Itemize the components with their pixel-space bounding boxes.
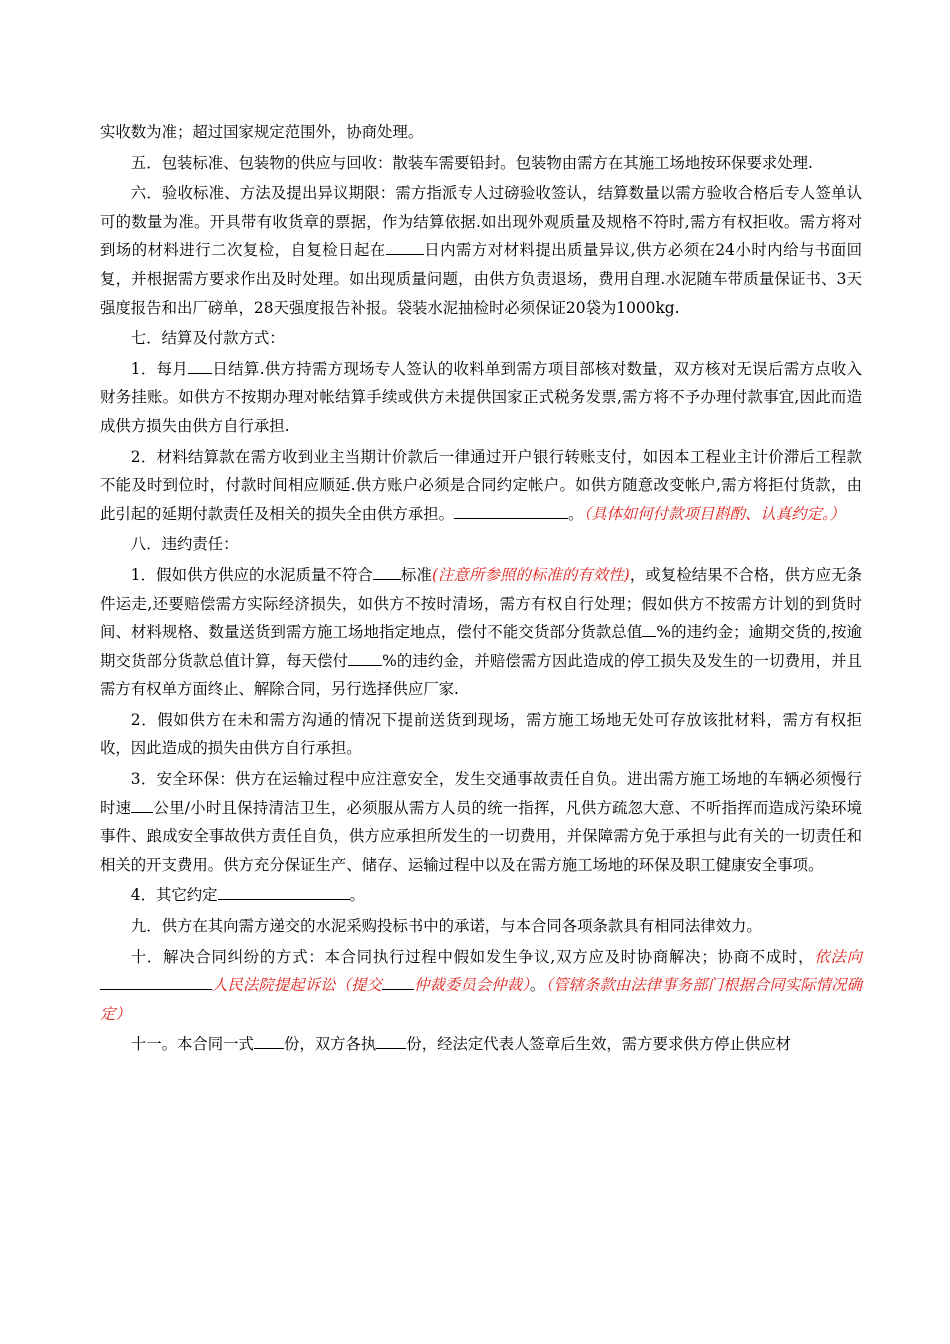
note-standard-validity: (注意所参照的标准的有效性) [431, 565, 630, 584]
text-clause-10-part1: 十．解决合同纠纷的方式：本合同执行过程中假如发生争议,双方应及时协商解决；协商不成时， [130, 947, 815, 966]
note-jurisdiction: （管辖条款由法律事务部门根据合同实际情况确定） [100, 976, 862, 1023]
text-clause-7-1-part2: 日结算.供方持需方现场专人签认的收料单到需方项目部核对数量，双方核对无误后需方点收入财务挂账。如供方不按期办理对帐结算手续或供方未提供国家正式税务发票,需方将不予办理付款事宜,因此而造成供方损失由供方自行承担. [100, 359, 862, 435]
text-clause-8-1-part3: ，或复检结果不合格，供方应无条件运走,还要赔偿需方实际经济损失，如供方不按时清场，需方有权自行处理；假如供方不按需方计划的到货时间、材料规格、数量送货到需方施工场地指定地点，偿付不能交货部分货款总值 [100, 565, 862, 642]
text-clause-7-2-part1: 2．材料结算款在需方收到业主当期计价款后一律通过开户银行转账支付，如因本工程业主计价滞后工程款不能及时到位时，付款时间相应顺延.供方账户必须是合同约定帐户。如供方随意改变帐户,需方将拒付货款，由此引起的延期付款责任及相关的损失全由供方承担。 [100, 447, 862, 523]
contract-page [100, 118, 862, 1059]
text-clause-6-part1: 六．验收标准、方法及提出异议期限：需方指派专人过磅验收签认，结算数量以需方验收合格后专人签单认可的数量为准。开具带有收货章的票据，作为结算依据.如出现外观质量及规格不符时,需方有权拒收。需方将对到场的材料进行二次复检，自复检日起在 [100, 184, 862, 260]
clause-7-heading [100, 324, 862, 353]
paragraph-quantity-tail [100, 118, 862, 147]
text-clause-8-4-part2: 。 [349, 886, 365, 905]
clause-7-1-settlement [100, 355, 862, 441]
clause-8-2-early-delivery [100, 706, 862, 763]
blank-speed-limit-field[interactable] [131, 796, 153, 813]
text-clause-11-part2: 份，双方各执 [283, 1035, 377, 1054]
blank-penalty-percent-field[interactable] [642, 620, 656, 637]
text-clause-9: 九．供方在其向需方递交的水泥采购投标书中的承诺，与本合同各项条款具有相同法律效力。 [130, 917, 762, 936]
text-clause-7-1-part1: 1．每月 [130, 359, 189, 378]
blank-settlement-day-field[interactable] [188, 357, 212, 374]
text-clause-8-1-part2: 标准 [400, 565, 432, 584]
clause-8-heading [100, 530, 862, 559]
blank-payment-terms-field[interactable] [454, 502, 568, 519]
text-clause-8-4-part1: 4．其它约定 [130, 886, 218, 905]
text-clause-7-heading: 七．结算及付款方式： [130, 329, 285, 348]
clause-6-acceptance [100, 179, 862, 322]
blank-other-terms-field[interactable] [218, 883, 350, 900]
text-clause-10-arbitration: 仲裁委员会仲裁） [413, 976, 530, 995]
text-clause-8-1-part5: %的违约金，并赔偿需方因此造成的停工损失及发生的一切费用，并且需方有权单方面终止、解除合同，另行选择供应厂家. [100, 651, 862, 699]
text-clause-10-court-prefix: 依法向 [814, 947, 862, 966]
clause-8-4-other [100, 881, 862, 910]
text-clause-8-1-part1: 1．假如供方供应的水泥质量不符合 [130, 565, 373, 584]
clause-8-1-quality [100, 561, 862, 704]
text-clause-8-1-part4: %的违约金；逾期交货的,按逾期交货部分货款总值计算，每天偿付 [100, 623, 862, 670]
text-clause-10-period: 。 [529, 976, 546, 995]
text-clause-11-part3: 份，经法定代表人签章后生效，需方要求供方停止供应材 [406, 1035, 792, 1054]
text-clause-11-part1: 十一。本合同一式 [130, 1035, 254, 1054]
clause-11-copies [100, 1030, 862, 1059]
clause-10-disputes [100, 943, 862, 1029]
text-clause-8-2: 2．假如供方在未和需方沟通的情况下提前送货到现场，需方施工场地无处可存放该批材料，需方有权拒收，因此造成的损失由供方自行承担。 [100, 710, 862, 758]
text-quantity-tail: 实收数为准；超过国家规定范围外，协商处理。 [100, 123, 424, 141]
text-clause-7-2-part2: 。 [568, 504, 584, 523]
text-clause-5: 五．包装标准、包装物的供应与回收：散装车需要铅封。包装物由需方在其施工场地按环保要求处理. [130, 153, 813, 172]
clause-5-packaging [100, 149, 862, 178]
text-clause-8-3-part2: 公里/小时且保持清洁卫生，必须服从需方人员的统一指挥，凡供方疏忽大意、不听指挥而造成污染环境事件、踉成安全事故供方责任自负，供方应承担所发生的一切费用，并保障需方免于承担与此有关的一切责任和相关的开支费用。供方充分保证生产、储存、运输过程中以及在需方施工场地的环保及职工健康安全事项。 [100, 798, 862, 874]
blank-standard-field[interactable] [373, 563, 401, 580]
clause-7-2-payment [100, 443, 862, 529]
blank-arbitration-field[interactable] [382, 973, 414, 990]
blank-copies-each-field[interactable] [376, 1032, 406, 1049]
clause-8-3-safety [100, 765, 862, 879]
text-clause-8-3-part1: 3．安全环保：供方在运输过程中应注意安全，发生交通事故责任自负。进出需方施工场地的车辆必须慢行时速 [100, 770, 862, 817]
text-clause-6-part2: 日内需方对材料提出质量异议,供方必须在24小时内给与书面回复，并根据需方要求作出及时处理。如出现质量问题，由供方负责退场，费用自理.水泥随车带质量保证书、3天强度报告和出厂磅单，28天强度报告补报。袋装水泥抽检时必须保证20袋为1000kg. [100, 241, 862, 317]
text-clause-8-heading: 八．违约责任： [130, 535, 239, 554]
blank-copies-total-field[interactable] [254, 1032, 284, 1049]
note-payment-terms: （具体如何付款项目斟酌、认真约定。） [583, 504, 846, 523]
blank-days-field[interactable] [386, 238, 424, 255]
text-clause-10-court-suffix: 人民法院提起诉讼（提交 [212, 976, 382, 995]
blank-daily-penalty-field[interactable] [348, 649, 382, 666]
clause-9-bid-commitment [100, 912, 862, 941]
blank-court-field[interactable] [100, 973, 212, 990]
